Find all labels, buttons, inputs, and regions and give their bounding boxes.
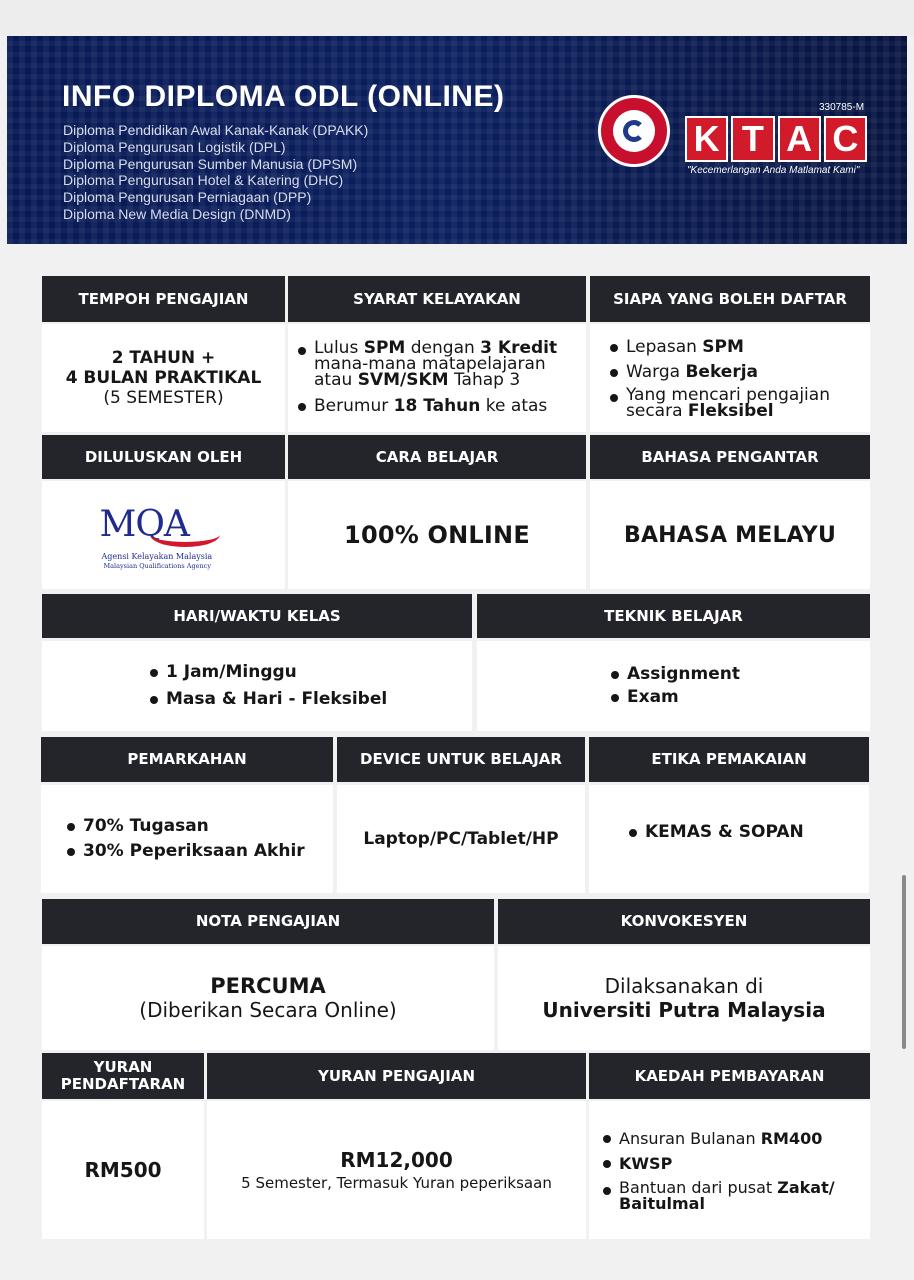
- siapa-header: SIAPA YANG BOLEH DAFTAR: [590, 276, 870, 322]
- nota-sub: (Diberikan Secara Online): [139, 998, 397, 1022]
- text: Lulus: [314, 337, 364, 358]
- logo-letter: A: [778, 116, 821, 162]
- cara-header: CARA BELAJAR: [288, 435, 586, 479]
- nota-body: [42, 946, 494, 1050]
- program-item: Diploma Pendidikan Awal Kanak-Kanak (DPAKK): [63, 122, 369, 138]
- text: dengan: [405, 337, 481, 358]
- device-body: [337, 785, 585, 893]
- syarat-header: SYARAT KELAYAKAN: [288, 276, 586, 322]
- text-bold: 3 Kredit: [480, 337, 558, 358]
- text: Yang mencari pengajian: [626, 385, 830, 405]
- teknik-header: TEKNIK BELAJAR: [477, 594, 870, 638]
- kaedah-item: KWSP: [603, 1153, 870, 1174]
- nota-header: NOTA PENGAJIAN: [42, 899, 494, 944]
- text-bold: Bekerja: [685, 362, 759, 382]
- text: mana-mana matapelajaran: [314, 353, 546, 374]
- text-bold: 18 Tahun: [393, 395, 481, 416]
- nota-value: PERCUMA: [210, 974, 326, 998]
- konvo-line1: Dilaksanakan di: [604, 974, 764, 998]
- text: ke atas: [480, 395, 548, 416]
- cara-value: 100% ONLINE: [344, 521, 530, 549]
- text: secara: [626, 401, 688, 421]
- etika-header: ETIKA PEMAKAIAN: [589, 737, 869, 782]
- ktac-logo: [685, 116, 867, 162]
- kaedah-header: KAEDAH PEMBAYARAN: [589, 1053, 870, 1099]
- slogan: "Kecemerlangan Anda Matlamat Kami": [687, 165, 860, 176]
- bahasa-header: BAHASA PENGANTAR: [590, 435, 870, 479]
- program-item: Diploma Pengurusan Perniagaan (DPP): [63, 189, 312, 206]
- tempoh-semesters: (5 SEMESTER): [103, 388, 224, 408]
- banner: [7, 36, 907, 244]
- text-bold: Baitulmal: [619, 1194, 705, 1213]
- text: Warga: [626, 362, 686, 382]
- scrollbar[interactable]: [902, 875, 906, 1049]
- syarat-item: [298, 396, 586, 417]
- syarat-body: [288, 324, 586, 432]
- yuran-daftar-body: [42, 1101, 204, 1239]
- teknik-item: Assignment: [611, 664, 870, 685]
- text: Lepasan: [626, 337, 703, 357]
- pemarkahan-body: [41, 785, 333, 893]
- yuran-pengajian-sub: 5 Semester, Termasuk Yuran peperiksaan: [241, 1174, 552, 1192]
- kaedah-item: [603, 1128, 870, 1149]
- program-item: Diploma New Media Design (DNMD): [63, 205, 291, 222]
- banner-title: INFO DIPLOMA ODL (ONLINE): [62, 80, 505, 113]
- text: Ansuran Bulanan: [619, 1129, 761, 1148]
- text-bold: RM400: [760, 1129, 823, 1148]
- text-bold: Fleksibel: [687, 401, 774, 421]
- konvo-line2: Universiti Putra Malaysia: [542, 998, 826, 1022]
- logo-letter: T: [731, 116, 774, 162]
- yuran-pengajian-header: YURAN PENGAJIAN: [207, 1053, 586, 1099]
- kaedah-item: [603, 1180, 870, 1212]
- yuran-daftar-value: RM500: [84, 1158, 162, 1182]
- hari-item: Masa & Hari - Fleksibel: [150, 689, 472, 710]
- siapa-item: [610, 387, 870, 419]
- program-item: Diploma Pengurusan Hotel & Katering (DHC): [63, 172, 344, 189]
- siapa-item: [610, 337, 870, 358]
- header-line: YURAN: [93, 1058, 153, 1076]
- tempoh-duration: 2 TAHUN +: [111, 348, 216, 368]
- etika-body: [589, 785, 869, 893]
- bahasa-body: [590, 481, 870, 589]
- program-item: Diploma Pengurusan Logistik (DPL): [63, 138, 286, 155]
- bahasa-value: BAHASA MELAYU: [623, 522, 837, 548]
- hari-header: HARI/WAKTU KELAS: [42, 594, 472, 638]
- diluluskan-body: [42, 481, 285, 589]
- text: Bantuan dari pusat: [619, 1178, 778, 1197]
- etika-item: KEMAS & SOPAN: [629, 822, 869, 843]
- device-value: Laptop/PC/Tablet/HP: [363, 829, 559, 849]
- teknik-item: Exam: [611, 687, 870, 708]
- text-bold: SPM: [702, 337, 744, 357]
- logo-letter: C: [824, 116, 867, 162]
- konvo-body: [498, 946, 870, 1050]
- mqa-subtitle-en: Malaysian Qualifications Agency: [103, 562, 211, 570]
- teknik-body: [477, 641, 870, 731]
- mqa-swoosh-icon: [150, 522, 220, 547]
- yuran-daftar-header: [42, 1053, 204, 1099]
- yuran-pengajian-body: [207, 1101, 586, 1239]
- mqa-subtitle: Agensi Kelayakan Malaysia: [101, 552, 213, 561]
- cara-body: [288, 481, 586, 589]
- top-strip: [0, 0, 914, 36]
- pemarkahan-item: 30% Peperiksaan Akhir: [67, 841, 333, 862]
- tempoh-header: TEMPOH PENGAJIAN: [42, 276, 285, 322]
- syarat-item: [298, 337, 586, 390]
- program-list: [63, 122, 368, 223]
- siapa-body: [590, 324, 870, 432]
- text: atau: [314, 369, 358, 390]
- yuran-pengajian-value: RM12,000: [340, 1148, 453, 1172]
- konvo-header: KONVOKESYEN: [498, 899, 870, 944]
- pemarkahan-header: PEMARKAHAN: [41, 737, 333, 782]
- tempoh-body: [42, 324, 285, 432]
- header-line: PENDAFTARAN: [60, 1075, 186, 1093]
- diluluskan-header: DILULUSKAN OLEH: [42, 435, 285, 479]
- hari-body: [42, 641, 472, 731]
- mqa-logo: [94, 500, 234, 570]
- text-bold: SVM/SKM: [357, 369, 449, 390]
- logo-letter: K: [685, 116, 728, 162]
- program-item: Diploma Pengurusan Sumber Manusia (DPSM): [63, 155, 358, 172]
- registration-number: 330785-M: [819, 102, 865, 113]
- text: Berumur: [314, 395, 394, 416]
- text-bold: Zakat/: [777, 1178, 835, 1197]
- mqa-logo-text: MQA: [99, 504, 189, 545]
- kaedah-body: [589, 1101, 870, 1239]
- text-bold: SPM: [363, 337, 406, 358]
- hari-item: 1 Jam/Minggu: [150, 662, 472, 683]
- pemarkahan-item: 70% Tugasan: [67, 816, 333, 837]
- college-seal-icon: [598, 95, 670, 167]
- text: Tahap 3: [448, 369, 521, 390]
- device-header: DEVICE UNTUK BELAJAR: [337, 737, 585, 782]
- siapa-item: [610, 362, 870, 383]
- tempoh-practical: 4 BULAN PRAKTIKAL: [65, 368, 262, 388]
